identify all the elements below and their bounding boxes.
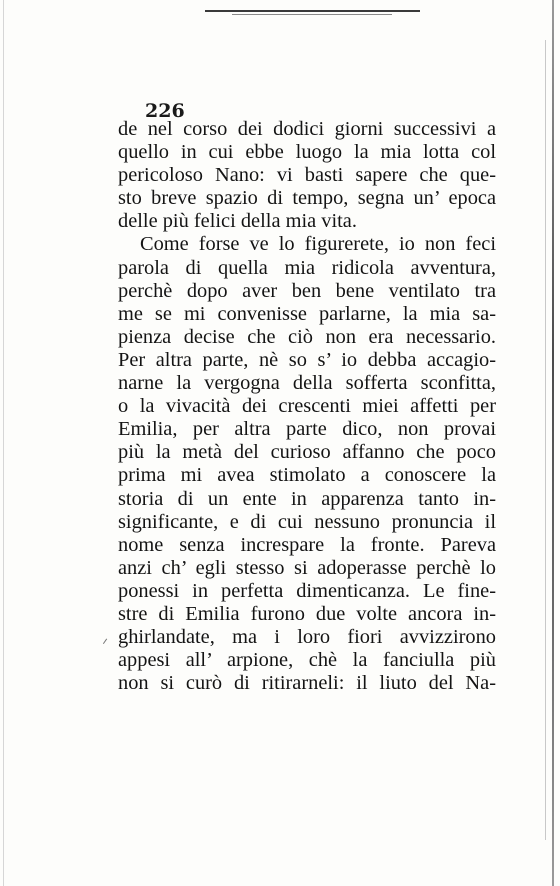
text-line: delle più felici della mia vita. [118,210,357,233]
text-line: Come forse ve lo figurerete, io non feci [140,233,496,256]
text-line: quello in cui ebbe luogo la mia lotta col [118,141,496,164]
text-line: stre di Emilia furono due volte ancora in- [118,602,496,625]
text-line: perchè dopo aver ben bene ventilato tra [118,279,496,302]
text-line: ponessi in perfetta dimenticanza. Le fine- [118,579,496,602]
text-line: pericoloso Nano: vi basti sapere che que- [118,164,496,187]
text-line: de nel corso dei dodici giorni successivi a [118,118,496,140]
text-line: nome senza increspare la fronte. Pareva [118,533,496,556]
page-edge-shadow [545,40,546,840]
text-line: prima mi avea stimolato a conoscere la [118,464,496,487]
text-line: o la vivacità dei crescenti miei affetti per [118,395,496,418]
text-line: significante, e di cui nessuno pronuncia il [118,510,496,533]
text-line: narne la vergogna della sofferta sconfitta, [118,372,496,395]
page-edge-right [552,0,554,886]
paragraph-1 [118,118,496,233]
text-line: anzi ch’ egli stesso si adoperasse perchè lo [118,556,496,579]
text-line: più la metà del curioso affanno che poco [118,441,496,464]
text-line: sto breve spazio di tempo, segna un’ epoca [118,187,496,210]
text-line: non si curò di ritirarneli: il liuto del Na- [118,672,496,695]
top-rule-secondary [232,14,392,15]
page-edge-left [3,0,4,886]
text-line: appesi all’ arpione, chè la fanciulla più [118,649,496,672]
margin-mark [103,639,112,648]
text-line: storia di un ente in apparenza tanto in- [118,487,496,510]
top-rule [205,10,420,12]
paragraph-2 [118,233,496,695]
text-line: Emilia, per altra parte dico, non provai [118,418,496,441]
page-number: 226 [145,100,185,122]
text-line: ghirlandate, ma i loro fiori avvizzirono [118,626,496,649]
text-line: me se mi convenisse parlarne, la mia sa- [118,302,496,325]
body-text [118,118,496,695]
text-line: Per altra parte, nè so s’ io debba accagio- [118,348,496,371]
text-line: parola di quella mia ridicola avventura, [118,256,496,279]
text-line: pienza decise che ciò non era necessario. [118,325,496,348]
